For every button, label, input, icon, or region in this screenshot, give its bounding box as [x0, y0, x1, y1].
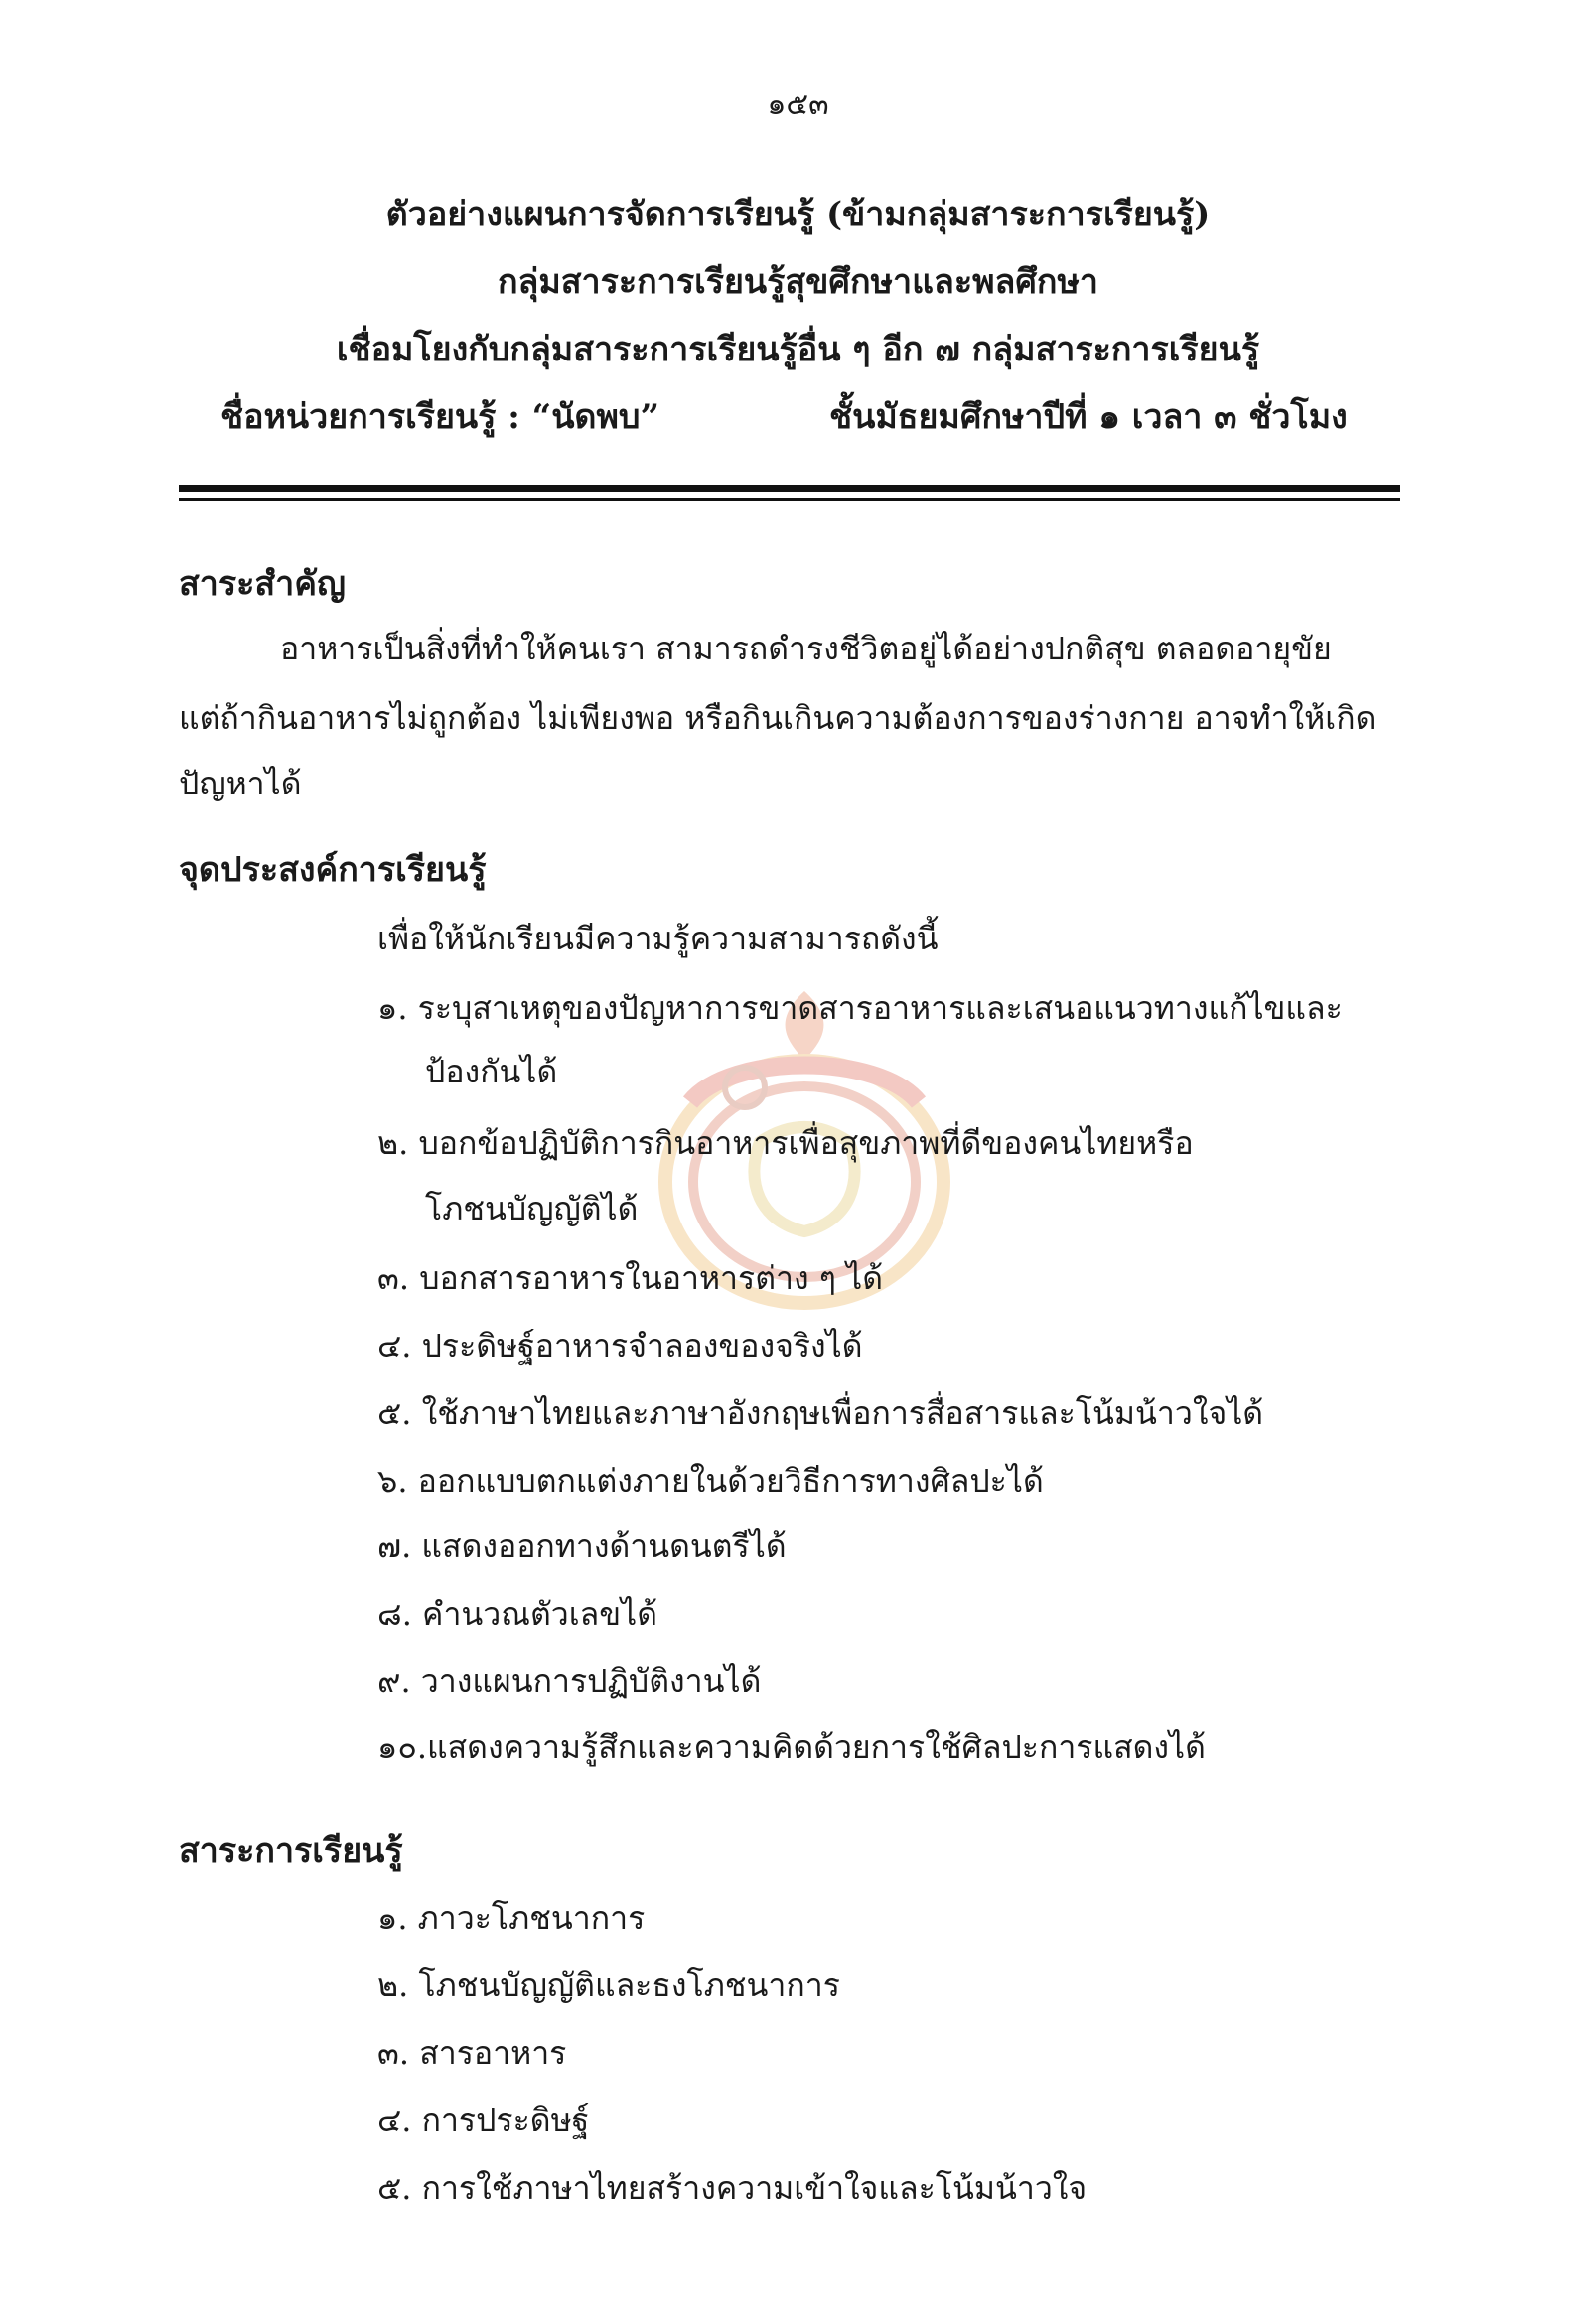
objective-item: ๕. ใช้ภาษาไทยและภาษาอังกฤษเพื่อการสื่อสารและโน้มน้าวใจได้	[377, 1394, 1264, 1432]
document-subtitle: กลุ่มสาระการเรียนรู้สุขศึกษาและพลศึกษา	[497, 262, 1099, 302]
objectives-intro: เพื่อให้นักเรียนมีความรู้ความสามารถดังนี้	[377, 920, 939, 957]
objective-item: ๔. ประดิษฐ์อาหารจำลองของจริงได้	[377, 1327, 863, 1365]
objectives-heading: จุดประสงค์การเรียนรู้	[179, 850, 487, 890]
objective-item: ๙. วางแผนการปฏิบัติงานได้	[377, 1662, 762, 1700]
objective-item: ๑. ระบุสาเหตุของปัญหาการขาดสารอาหารและเสนอแนวทางแก้ไขและ	[377, 989, 1343, 1027]
objective-item: ๑๐.แสดงความรู้สึกและความคิดด้วยการใช้ศิลปะการแสดงได้	[377, 1728, 1206, 1766]
content-item: ๕. การใช้ภาษาไทยสร้างความเข้าใจและโน้มน้าวใจ	[377, 2169, 1088, 2207]
objective-item: ๗. แสดงออกทางด้านดนตรีได้	[377, 1527, 787, 1565]
content-item: ๒. โภชนบัญญัติและธงโภชนาการ	[377, 1966, 840, 2004]
objective-item: ๖. ออกแบบตกแต่งภายในด้วยวิธีการทางศิลปะได้	[377, 1462, 1044, 1500]
key-concept-line: อาหารเป็นสิ่งที่ทำให้คนเรา สามารถดำรงชีวิตอยู่ได้อย่างปกติสุข ตลอดอายุขัย	[280, 630, 1332, 667]
header-divider-thick	[179, 485, 1400, 492]
content-item: ๓. สารอาหาร	[377, 2034, 567, 2072]
document-title: ตัวอย่างแผนการจัดการเรียนรู้ (ข้ามกลุ่มสาระการเรียนรู้)	[385, 195, 1211, 234]
document-subtitle-2: เชื่อมโยงกับกลุ่มสาระการเรียนรู้อื่น ๆ อีก ๗ กลุ่มสาระการเรียนรู้	[336, 330, 1260, 369]
content-item: ๑. ภาวะโภชนาการ	[377, 1899, 646, 1937]
objective-item: ๘. คำนวณตัวเลขได้	[377, 1595, 657, 1633]
key-concept-line: ปัญหาได้	[179, 765, 302, 802]
page-number: ๑๕๓	[767, 87, 829, 122]
objective-item-continuation: โภชนบัญญัติได้	[425, 1190, 639, 1227]
objective-item-continuation: ป้องกันได้	[425, 1053, 558, 1090]
key-concept-line: แต่ถ้ากินอาหารไม่ถูกต้อง ไม่เพียงพอ หรือกินเกินความต้องการของร่างกาย อาจทำให้เกิด	[179, 699, 1377, 737]
header-divider-thin	[179, 498, 1400, 501]
content-item: ๔. การประดิษฐ์	[377, 2101, 590, 2139]
grade-and-time: ชั้นมัธยมศึกษาปีที่ ๑ เวลา ๓ ชั่วโมง	[829, 397, 1348, 437]
content-heading: สาระการเรียนรู้	[179, 1831, 403, 1871]
unit-name: ชื่อหน่วยการเรียนรู้ : “นัดพบ”	[220, 397, 660, 437]
objective-item: ๓. บอกสารอาหารในอาหารต่าง ๆ ได้	[377, 1259, 883, 1297]
key-concept-heading: สาระสำคัญ	[179, 564, 346, 604]
objective-item: ๒. บอกข้อปฏิบัติการกินอาหารเพื่อสุขภาพที่ดีของคนไทยหรือ	[377, 1124, 1194, 1162]
